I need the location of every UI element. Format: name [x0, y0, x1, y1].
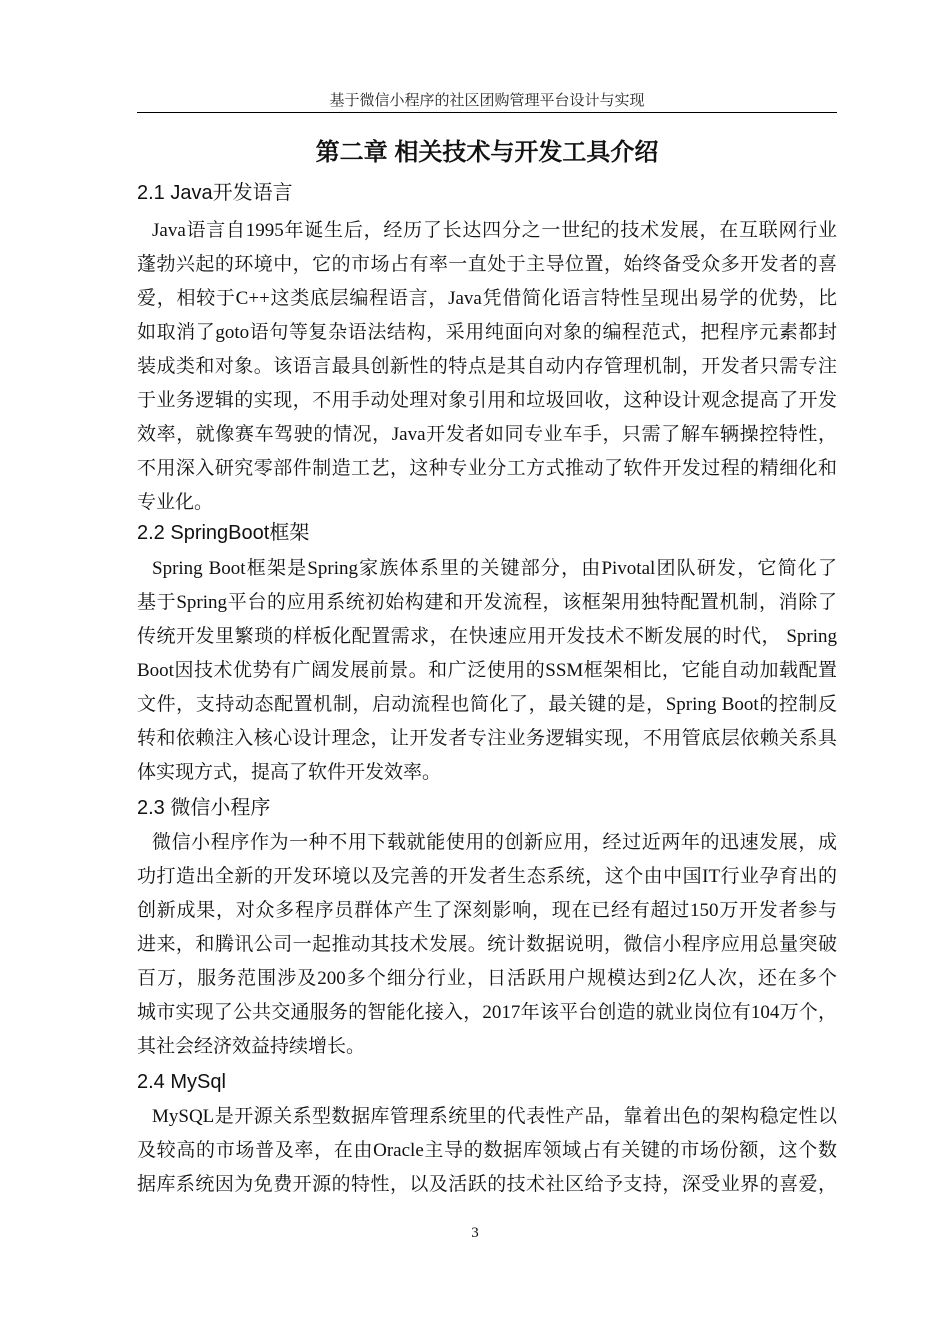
section-paragraph	[137, 552, 837, 790]
text-line: 据库系统因为免费开源的特性，以及活跃的技术社区给予支持，深受业界的喜爱，	[137, 1174, 837, 1195]
text-line: 如取消了goto语句等复杂语法结构，采用纯面向对象的编程范式，把程序元素都封	[137, 322, 837, 343]
text-line: 传统开发里繁琐的样板化配置需求，在快速应用开发技术不断发展的时代， Spring	[137, 626, 837, 647]
text-line: 不用深入研究零部件制造工艺，这种专业分工方式推动了软件开发过程的精细化和	[137, 458, 837, 479]
text-line: 文件，支持动态配置机制，启动流程也简化了，最关键的是，Spring Boot的控制反	[137, 694, 837, 715]
text-line: 创新成果，对众多程序员群体产生了深刻影响，现在已经有超过150万开发者参与	[137, 900, 837, 921]
text-line: 于业务逻辑的实现，不用手动处理对象引用和垃圾回收，这种设计观念提高了开发	[137, 390, 837, 411]
text-line: Spring Boot框架是Spring家族体系里的关键部分，由Pivotal团队研发，它简化了	[152, 558, 837, 579]
text-line: 微信小程序作为一种不用下载就能使用的创新应用，经过近两年的迅速发展，成	[152, 832, 837, 853]
text-line: 爱，相较于C++这类底层编程语言，Java凭借简化语言特性呈现出易学的优势，比	[137, 288, 837, 309]
text-line: Java语言自1995年诞生后，经历了长达四分之一世纪的技术发展，在互联网行业	[152, 220, 837, 241]
text-line: 蓬勃兴起的环境中，它的市场占有率一直处于主导位置，始终备受众多开发者的喜	[137, 254, 837, 275]
chapter-title: 第二章 相关技术与开发工具介绍	[315, 139, 659, 166]
section-paragraph	[137, 826, 837, 1064]
text-line: 其社会经济效益持续增长。	[137, 1036, 366, 1057]
section-heading: 2.4 MySql	[137, 1071, 226, 1093]
section-heading: 2.2 SpringBoot框架	[137, 522, 310, 544]
text-line: 效率，就像赛车驾驶的情况，Java开发者如同专业车手，只需了解车辆操控特性，	[137, 424, 837, 445]
section-heading: 2.1 Java开发语言	[137, 182, 293, 204]
text-line: Boot因技术优势有广阔发展前景。和广泛使用的SSM框架相比，它能自动加载配置	[137, 660, 837, 681]
text-line: 城市实现了公共交通服务的智能化接入，2017年该平台创造的就业岗位有104万个，	[137, 1002, 837, 1023]
text-line: 转和依赖注入核心设计理念，让开发者专注业务逻辑实现，不用管底层依赖关系具	[137, 728, 837, 749]
running-header: 基于微信小程序的社区团购管理平台设计与实现	[137, 90, 837, 113]
section-paragraph	[137, 214, 837, 520]
text-line: MySQL是开源关系型数据库管理系统里的代表性产品，靠着出色的架构稳定性以	[152, 1106, 837, 1127]
text-line: 体实现方式，提高了软件开发效率。	[137, 762, 442, 783]
page-number: 3	[471, 1225, 479, 1241]
text-line: 百万，服务范围涉及200多个细分行业，日活跃用户规模达到2亿人次，还在多个	[137, 968, 837, 989]
text-line: 功打造出全新的开发环境以及完善的开发者生态系统，这个由中国IT行业孕育出的	[137, 866, 837, 887]
text-line: 及较高的市场普及率，在由Oracle主导的数据库领域占有关键的市场份额，这个数	[137, 1140, 837, 1161]
section-paragraph	[137, 1100, 837, 1202]
section-heading: 2.3 微信小程序	[137, 797, 271, 819]
text-line: 进来，和腾讯公司一起推动其技术发展。统计数据说明，微信小程序应用总量突破	[137, 934, 837, 955]
text-line: 基于Spring平台的应用系统初始构建和开发流程，该框架用独特配置机制，消除了	[137, 592, 837, 613]
text-line: 专业化。	[137, 492, 214, 513]
text-line: 装成类和对象。该语言最具创新性的特点是其自动内存管理机制，开发者只需专注	[137, 356, 837, 377]
